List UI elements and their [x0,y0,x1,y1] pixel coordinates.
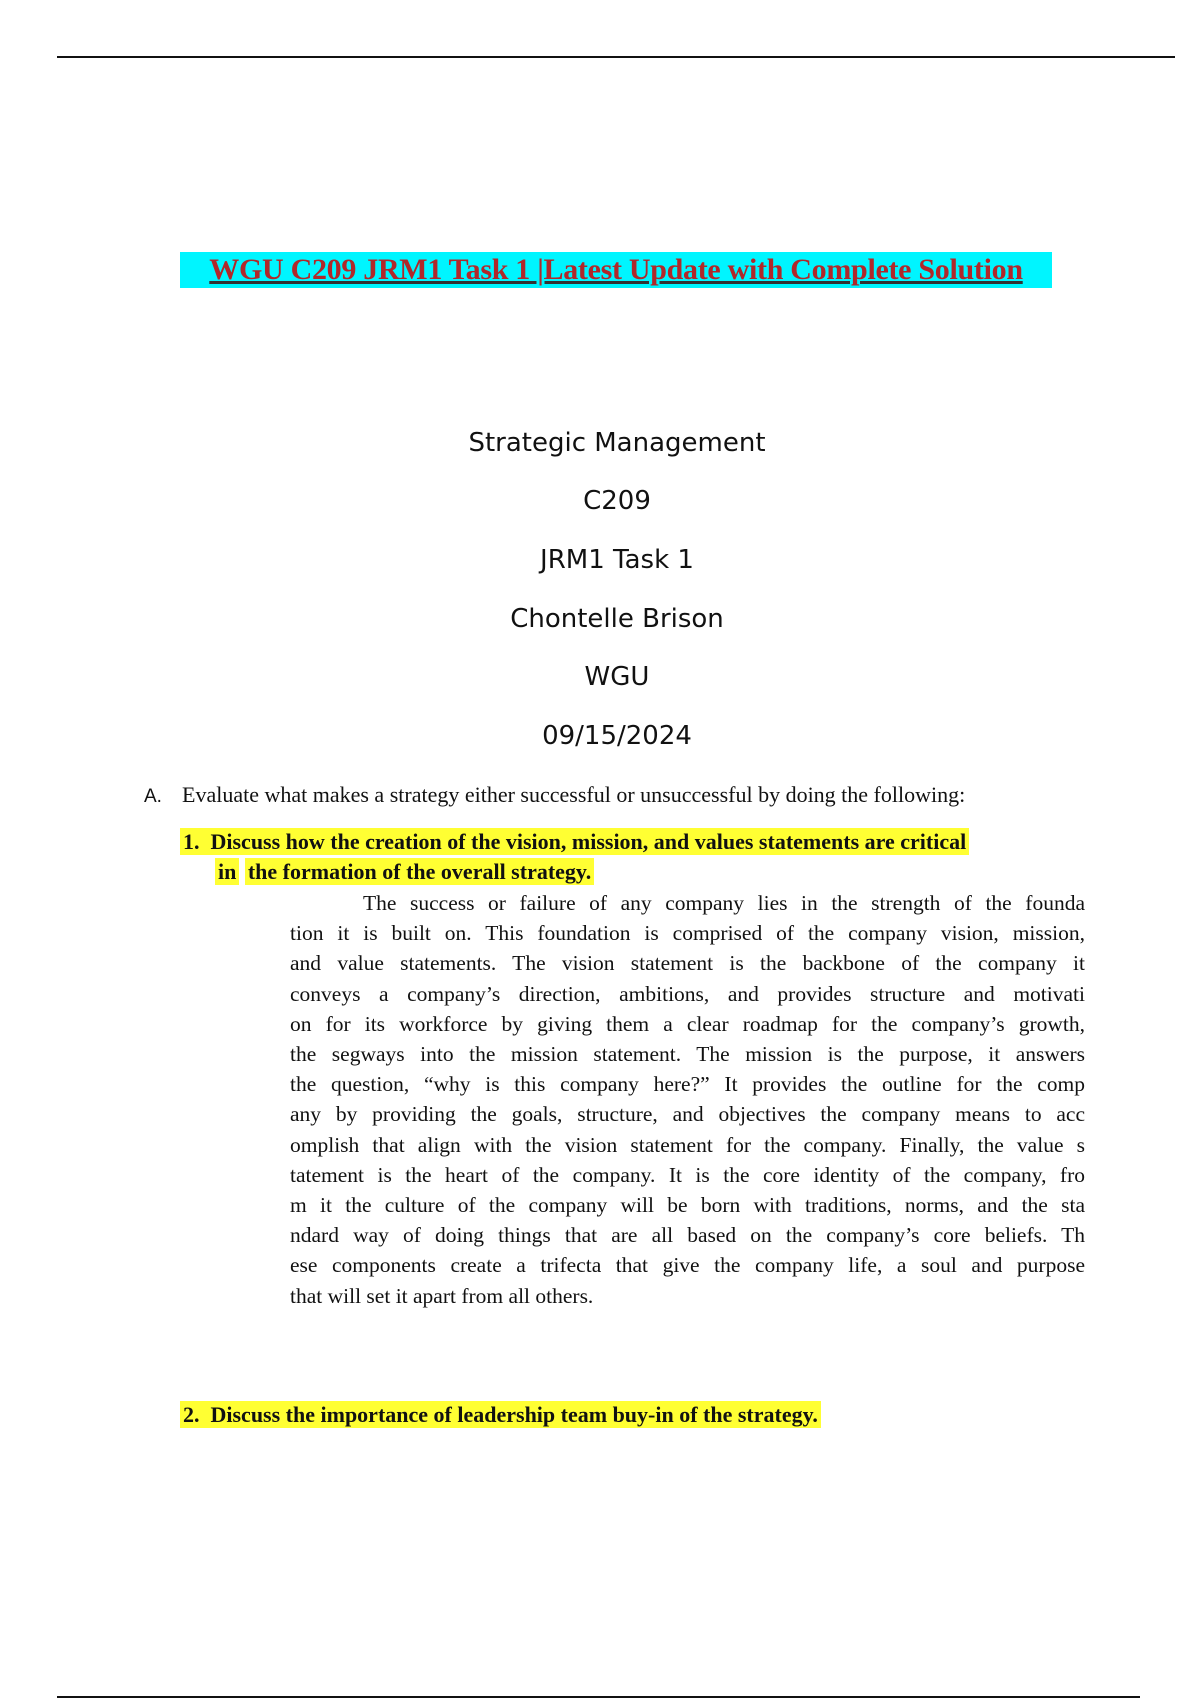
paragraph-line: omplish that align with the vision statement for the company. Finally, the value s [290,1132,1085,1157]
cover-course-code: C209 [583,486,651,516]
cover-course-name: Strategic Management [468,428,766,458]
paragraph-line: ndard way of doing things that are all based on the company’s core beliefs. Th [290,1223,1085,1248]
question-2 [180,1402,821,1428]
paragraph-line: conveys a company’s direction, ambitions, and provides structure and motivati [290,981,1085,1006]
question-text: in [215,858,239,885]
section-a-heading [144,782,965,808]
paragraph-line: any by providing the goals, structure, and objectives the company means to acc [290,1102,1085,1127]
question-text: Discuss the importance of leadership team buy-in of the strategy. [210,1402,818,1427]
paragraph-line: tion it is built on. This foundation is comprised of the company vision, mission, [290,921,1085,946]
paragraph-line: that will set it apart from all others. [290,1283,594,1308]
paragraph-line: The success or failure of any company lies in the strength of the founda [363,891,1085,915]
paragraph-line: the segways into the mission statement. The mission is the purpose, it answers [290,1042,1085,1067]
cover-date: 09/15/2024 [542,721,692,751]
cover-institution: WGU [584,662,650,692]
top-rule [57,56,1175,58]
question-1-line-1 [180,829,969,855]
answer-1-paragraph [290,888,1085,1311]
question-1-line-2 [215,859,594,885]
cover-author: Chontelle Brison [510,604,724,634]
section-label: A. [144,786,162,807]
question-text: Discuss how the creation of the vision, mission, and values statements are critical [210,829,967,854]
question-number: 2. [183,1402,200,1427]
paragraph-line: the question, “why is this company here?” It provides the outline for the comp [290,1072,1085,1097]
bottom-rule [57,1696,1140,1698]
paragraph-line: m it the culture of the company will be born with traditions, norms, and the sta [290,1193,1085,1218]
question-text: the formation of the overall strategy. [245,858,594,885]
paragraph-line: tatement is the heart of the company. It is the core identity of the company, fro [290,1162,1085,1187]
question-number: 1. [183,829,200,854]
cover-task: JRM1 Task 1 [540,545,694,575]
paragraph-line: and value statements. The vision statement is the backbone of the company it [290,951,1085,976]
paragraph-line: ese components create a trifecta that give the company life, a soul and purpose [290,1253,1085,1278]
section-text: Evaluate what makes a strategy either successful or unsuccessful by doing the following: [182,782,966,807]
document-title: WGU C209 JRM1 Task 1 |Latest Update with Complete Solution [180,252,1052,288]
paragraph-line: on for its workforce by giving them a clear roadmap for the company’s growth, [290,1011,1085,1036]
